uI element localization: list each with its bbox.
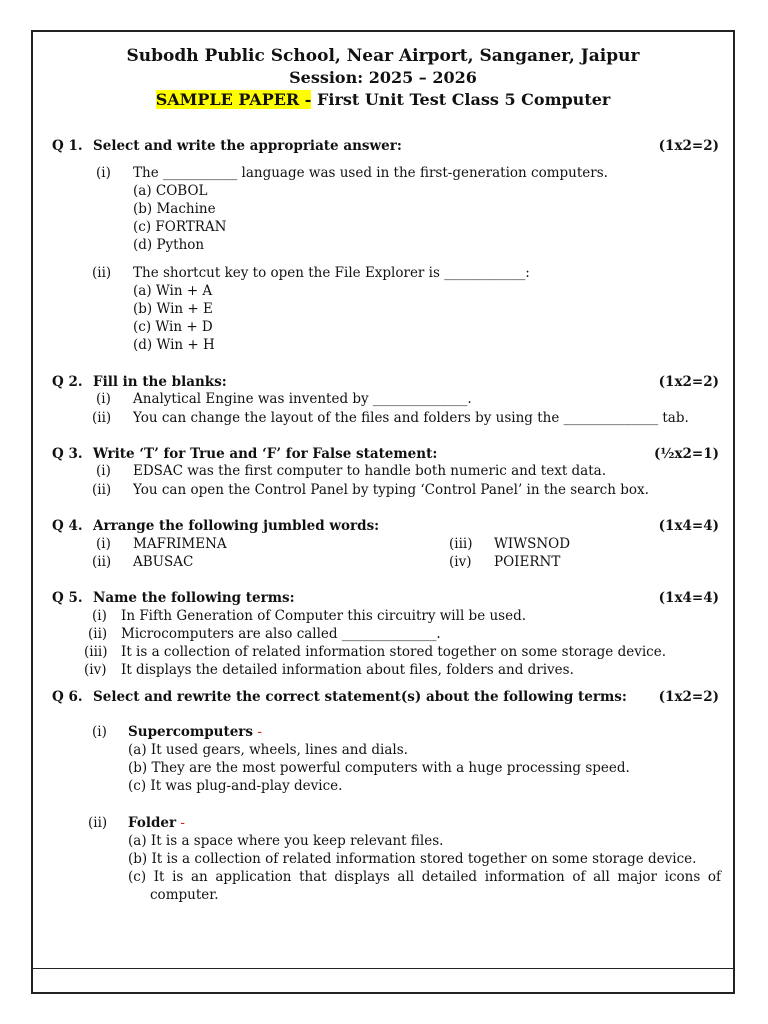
q1-ii-option-a: (a) Win + A <box>133 283 213 299</box>
q5-iv-number: (iv) <box>84 662 107 678</box>
q4-title: Arrange the following jumbled words: <box>93 518 380 534</box>
q2-i-number: (i) <box>96 391 111 407</box>
q6-number: Q 6. <box>52 689 83 705</box>
q1-i-option-b: (b) Machine <box>133 201 216 217</box>
q4-i-word: MAFRIMENA <box>133 536 227 552</box>
q4-ii-number: (ii) <box>92 554 112 570</box>
q5-iv-text: It displays the detailed information about files, folders and drives. <box>121 662 574 678</box>
q4-iii-number: (iii) <box>449 536 473 552</box>
q6-i-option-a: (a) It used gears, wheels, lines and dials. <box>128 742 408 758</box>
q3-marks: (½x2=1) <box>653 446 719 462</box>
q4-iv-number: (iv) <box>449 554 472 570</box>
q3-number: Q 3. <box>52 446 83 462</box>
q1-marks: (1x2=2) <box>658 138 719 154</box>
footer-divider <box>33 968 733 969</box>
q5-i-number: (i) <box>92 608 107 624</box>
q1-i-option-d: (d) Python <box>133 237 205 253</box>
q6-ii-option-b: (b) It is a collection of related information stored together on some storage device. <box>128 851 697 867</box>
q6-ii-term-label: Folder <box>128 815 177 831</box>
q6-ii-number: (ii) <box>88 815 108 831</box>
q1-ii-option-c: (c) Win + D <box>133 319 213 335</box>
q4-i-number: (i) <box>96 536 111 552</box>
q1-number: Q 1. <box>52 138 83 154</box>
q5-iii-text: It is a collection of related information stored together on some storage device. <box>121 644 666 660</box>
q3-i-number: (i) <box>96 463 111 479</box>
q4-iii-word: WIWSNOD <box>494 536 571 552</box>
q1-title: Select and write the appropriate answer: <box>93 138 402 154</box>
q5-i-text: In Fifth Generation of Computer this circuitry will be used. <box>121 608 527 624</box>
q5-title: Name the following terms: <box>93 590 295 606</box>
q6-ii-option-c: (c) It is an application that displays all detailed information of all major icons of <box>128 869 721 885</box>
q2-marks: (1x2=2) <box>658 374 719 390</box>
q5-iii-number: (iii) <box>84 644 108 660</box>
q6-i-option-c: (c) It was plug-and-play device. <box>128 778 343 794</box>
q4-ii-word: ABUSAC <box>133 554 194 570</box>
q6-ii-dash: - <box>180 815 185 831</box>
q2-ii-number: (ii) <box>92 410 112 426</box>
q1-i-number: (i) <box>96 165 111 181</box>
q4-iv-word: POIERNT <box>494 554 561 570</box>
q6-i-number: (i) <box>92 724 107 740</box>
q2-title: Fill in the blanks: <box>93 374 227 390</box>
q3-ii-number: (ii) <box>92 482 112 498</box>
q1-i-option-a: (a) COBOL <box>133 183 208 199</box>
q2-number: Q 2. <box>52 374 83 390</box>
q6-ii-option-a: (a) It is a space where you keep relevant files. <box>128 833 444 849</box>
q6-i-term <box>128 724 262 741</box>
q4-marks: (1x4=4) <box>658 518 719 534</box>
title-highlight: SAMPLE PAPER - <box>155 90 312 109</box>
paper-frame <box>31 30 735 994</box>
q4-number: Q 4. <box>52 518 83 534</box>
q6-i-dash: - <box>257 724 262 740</box>
session: Session: 2025 – 2026 <box>289 68 477 87</box>
paper-title <box>33 90 733 109</box>
q6-i-term-label: Supercomputers <box>128 724 254 740</box>
q3-i-text: EDSAC was the first computer to handle both numeric and text data. <box>133 463 606 479</box>
q6-i-option-b: (b) They are the most powerful computers with a huge processing speed. <box>128 760 630 776</box>
q6-marks: (1x2=2) <box>658 689 719 705</box>
q1-ii-text: The shortcut key to open the File Explorer is ____________: <box>133 265 530 281</box>
q5-ii-number: (ii) <box>88 626 108 642</box>
q3-title: Write ‘T’ for True and ‘F’ for False statement: <box>93 446 438 462</box>
q5-marks: (1x4=4) <box>658 590 719 606</box>
q5-ii-text: Microcomputers are also called ______________. <box>121 626 441 642</box>
q6-ii-option-c-continued: computer. <box>150 887 219 903</box>
title-rest: First Unit Test Class 5 Computer <box>311 90 611 109</box>
q1-ii-number: (ii) <box>92 265 112 281</box>
q1-i-option-c: (c) FORTRAN <box>133 219 227 235</box>
q5-number: Q 5. <box>52 590 83 606</box>
q1-ii-option-d: (d) Win + H <box>133 337 215 353</box>
q2-i-text: Analytical Engine was invented by ______________. <box>133 391 472 407</box>
q1-i-text: The ___________ language was used in the first-generation computers. <box>133 165 608 181</box>
school-name: Subodh Public School, Near Airport, Sanganer, Jaipur <box>126 46 640 66</box>
q3-ii-text: You can open the Control Panel by typing ‘Control Panel’ in the search box. <box>133 482 649 498</box>
q6-title: Select and rewrite the correct statement(s) about the following terms: <box>93 689 627 705</box>
q2-ii-text: You can change the layout of the files and folders by using the ______________ tab. <box>133 410 689 426</box>
q1-ii-option-b: (b) Win + E <box>133 301 213 317</box>
q6-ii-term <box>128 815 185 832</box>
